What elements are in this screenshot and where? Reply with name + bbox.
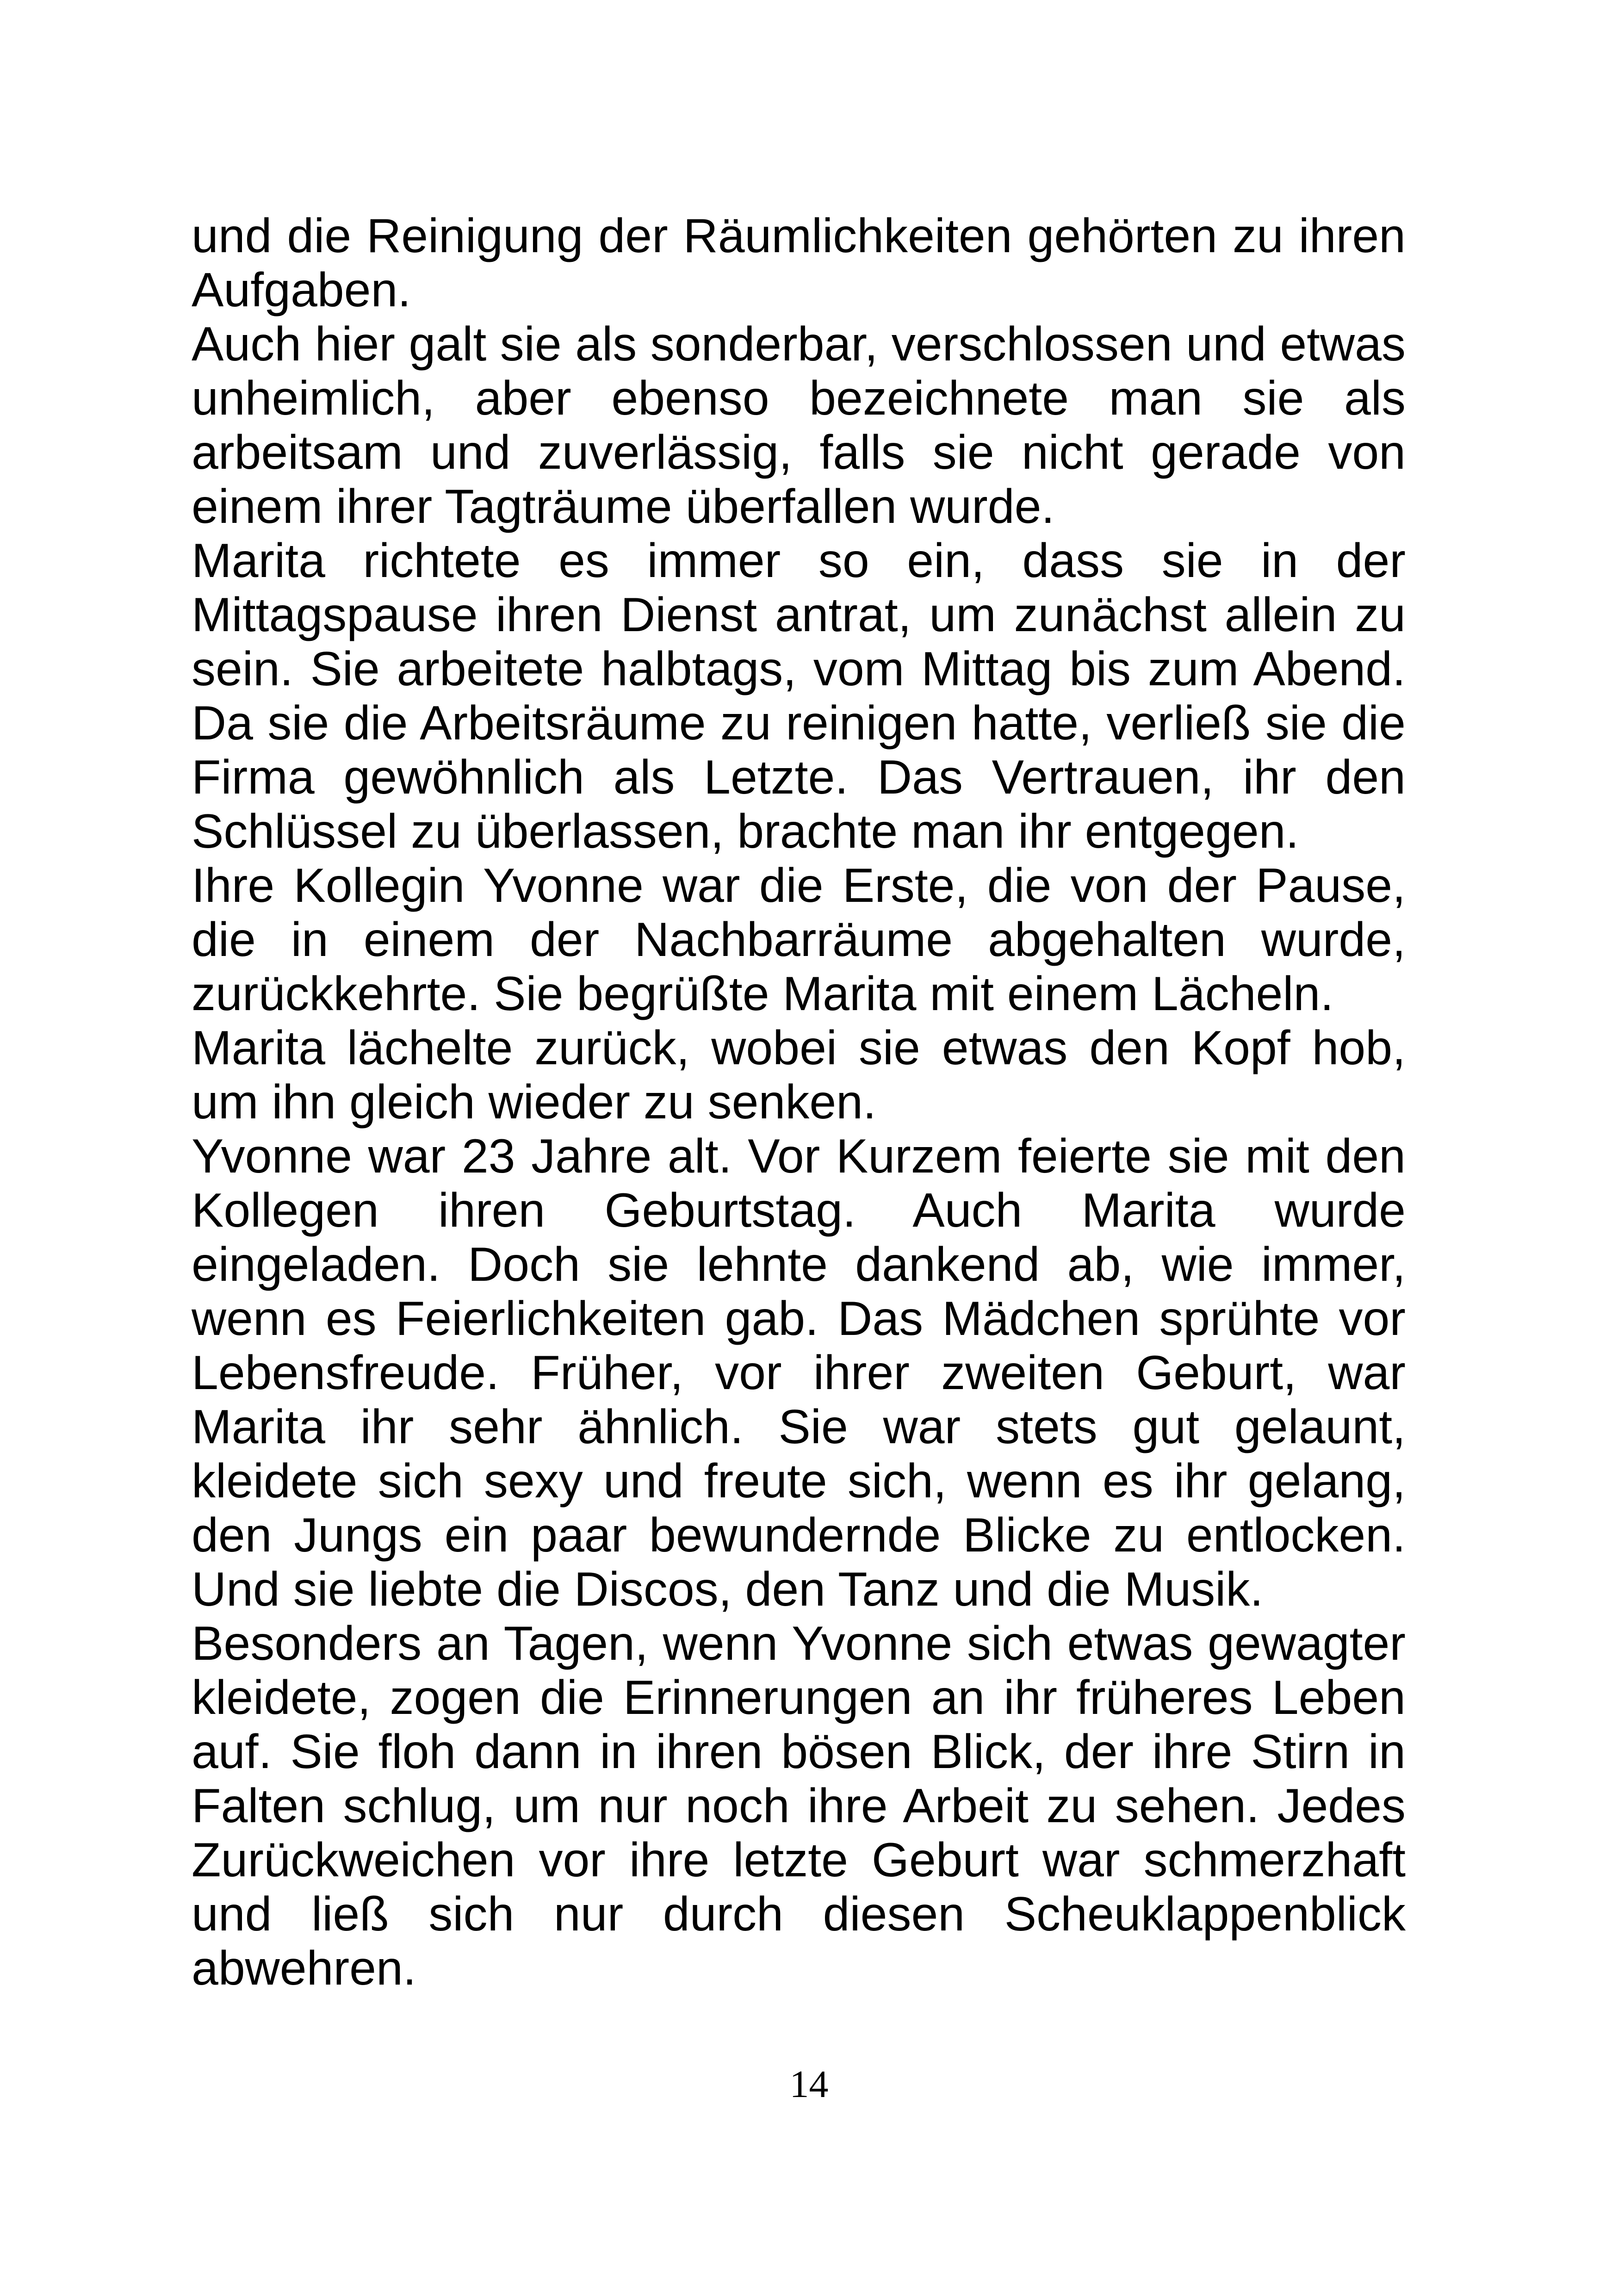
paragraph-7: Besonders an Tagen, wenn Yvonne sich etwas gewagter kleidete, zogen die Erinnerungen an ihr früheres Leben auf. Sie floh dann in ihren bösen Blick, der ihre Stirn in Falten schlug, um nur noch ihre Arbeit zu sehen. Jedes Zurückweichen vor ihre letzte Geburt war schmerzhaft und ließ sich nur durch diesen Scheuklappenblick abwehren. [192, 1617, 1406, 1995]
paragraph-3: Marita richtete es immer so ein, dass sie in der Mittagspause ihren Dienst antrat, um zunächst allein zu sein. Sie arbeitete halbtags, vom Mittag bis zum Abend. Da sie die Arbeitsräume zu reinigen hatte, verließ sie die Firma gewöhnlich als Letzte. Das Vertrauen, ihr den Schlüssel zu überlassen, brachte man ihr entgegen. [192, 534, 1406, 858]
paragraph-4: Ihre Kollegin Yvonne war die Erste, die von der Pause, die in einem der Nachbarräume abgehalten wurde, zurückkehrte. Sie begrüßte Marita mit einem Lächeln. [192, 859, 1406, 1021]
paragraph-5: Marita lächelte zurück, wobei sie etwas den Kopf hob, um ihn gleich wieder zu senken. [192, 1021, 1406, 1129]
body-text [192, 209, 1406, 1996]
paragraph-6: Yvonne war 23 Jahre alt. Vor Kurzem feierte sie mit den Kollegen ihren Geburtstag. Auch Marita wurde eingeladen. Doch sie lehnte dankend ab, wie immer, wenn es Feierlichkeiten gab. Das Mädchen sprühte vor Lebensfreude. Früher, vor ihrer zweiten Geburt, war Marita ihr sehr ähnlich. Sie war stets gut gelaunt, kleidete sich sexy und freute sich, wenn es ihr gelang, den Jungs ein paar bewundernde Blicke zu entlocken. Und sie liebte die Discos, den Tanz und die Musik. [192, 1129, 1406, 1616]
page-number: 14 [789, 2063, 829, 2106]
paragraph-2: Auch hier galt sie als sonderbar, verschlossen und etwas unheimlich, aber ebenso bezeichnete man sie als arbeitsam und zuverlässig, falls sie nicht gerade von einem ihrer Tagträume überfallen wurde. [192, 317, 1406, 534]
paragraph-1: und die Reinigung der Räumlichkeiten gehörten zu ihren Aufgaben. [192, 209, 1406, 317]
